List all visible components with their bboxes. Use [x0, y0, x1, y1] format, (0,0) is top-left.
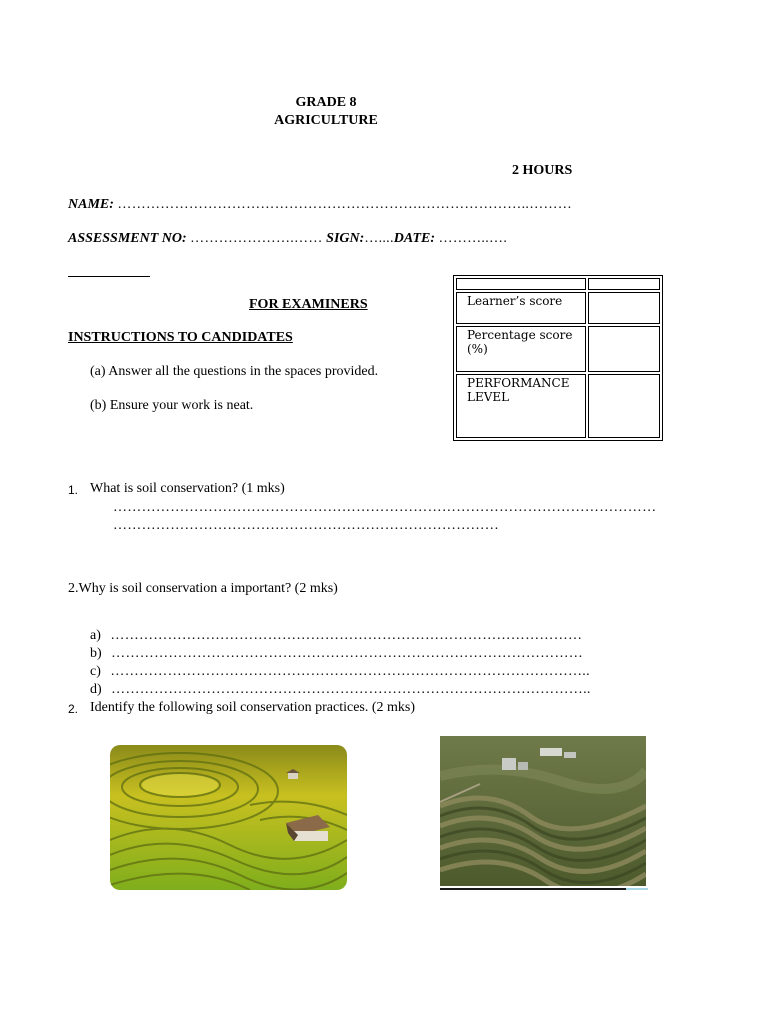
- name-line: [68, 197, 572, 213]
- image-underline: [626, 888, 648, 890]
- assessment-line: [68, 231, 507, 247]
- answer-marker: d): [90, 682, 102, 697]
- sign-field[interactable]: …....: [364, 231, 394, 246]
- learner-score-value[interactable]: [588, 292, 660, 324]
- terraces-image: [110, 745, 347, 890]
- question-text: What is soil conservation? (1 mks): [90, 481, 285, 496]
- assessment-field[interactable]: ………………….……: [190, 231, 323, 246]
- divider-rule: [68, 276, 150, 277]
- score-table-row: [456, 278, 660, 290]
- grade-heading: GRADE 8: [295, 95, 357, 110]
- answer-item: [90, 682, 591, 698]
- date-field[interactable]: ………..….: [438, 231, 508, 246]
- answer-line[interactable]: ………………………………………………………………………………………..: [110, 664, 590, 679]
- question-number: 1.: [68, 483, 79, 497]
- question-number: 2.: [68, 702, 79, 716]
- learner-score-label: Learner’s score: [456, 292, 586, 324]
- instruction-text: Ensure your work is neat.: [109, 398, 254, 413]
- score-table-row: [456, 292, 660, 324]
- answer-marker: b): [90, 646, 102, 661]
- answer-marker: a): [90, 628, 101, 643]
- duration: 2 HOURS: [512, 163, 573, 178]
- name-label: NAME:: [68, 197, 114, 212]
- assessment-label: ASSESSMENT NO:: [68, 231, 187, 246]
- percentage-score-label: Percentage score (%): [456, 326, 586, 372]
- subject-heading: AGRICULTURE: [274, 113, 378, 128]
- answer-item: [90, 664, 590, 680]
- instruction-item: [90, 364, 378, 380]
- answer-marker: c): [90, 664, 101, 679]
- instruction-item: [90, 398, 253, 414]
- score-label-cell: [456, 278, 586, 290]
- name-field[interactable]: ……………………………………………………….…………………..………: [117, 197, 573, 212]
- sign-label: SIGN:: [326, 231, 365, 246]
- answer-item: [90, 628, 582, 644]
- score-table-row: [456, 374, 660, 438]
- answer-line[interactable]: ………………………………………………………………………: [113, 518, 500, 533]
- question-text: Identify the following soil conservation practices. (2 mks): [90, 700, 416, 715]
- contour-farming-image: [440, 736, 646, 886]
- instruction-marker: (b): [90, 398, 107, 413]
- score-table: [453, 275, 663, 441]
- percentage-score-value[interactable]: [588, 326, 660, 372]
- performance-level-value[interactable]: [588, 374, 660, 438]
- date-label: DATE:: [393, 231, 436, 246]
- answer-line[interactable]: ………………………………………………………………………………………: [111, 646, 584, 661]
- instructions-heading: INSTRUCTIONS TO CANDIDATES: [68, 330, 293, 345]
- answer-line[interactable]: ……………………………………………………………………………………………………: [113, 500, 657, 515]
- examiners-heading: FOR EXAMINERS: [249, 297, 368, 312]
- answer-line[interactable]: ………………………………………………………………………………………: [110, 628, 583, 643]
- score-value-cell[interactable]: [588, 278, 660, 290]
- question-text: 2.Why is soil conservation a important? (2 mks): [68, 581, 338, 596]
- image-underline: [440, 888, 626, 890]
- instruction-marker: (a): [90, 364, 106, 379]
- performance-level-label: PERFORMANCE LEVEL: [456, 374, 586, 438]
- instruction-text: Answer all the questions in the spaces provided.: [108, 364, 379, 379]
- answer-item: [90, 646, 583, 662]
- answer-line[interactable]: ………………………………………………………………………………………..: [111, 682, 591, 697]
- score-table-row: [456, 326, 660, 372]
